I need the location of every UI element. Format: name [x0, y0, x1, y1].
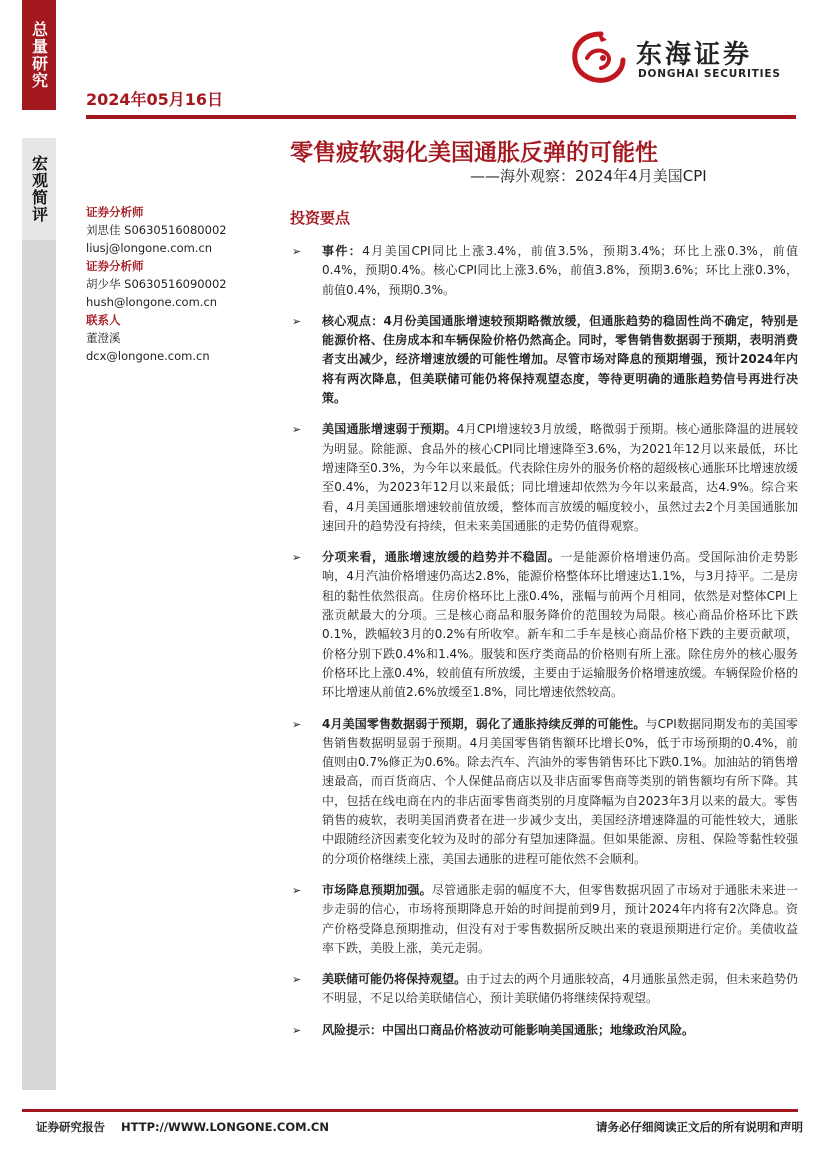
key-point — [290, 420, 798, 536]
point-text: 尽管通胀走弱的幅度不大，但零售数据巩固了市场对于通胀未来进一步走弱的信心，市场将预期降息开始的时间提前到9月，预计2024年内将有2次降息。资产价格受降息预期推动，但没有对于零售数据所反映出来的衰退预期进行定价。美债收益率下跌，美股上涨，美元走弱。 — [322, 882, 798, 955]
point-text: 4月CPI增速较3月放缓，略微弱于预期。核心通胀降温的进展较为明显。除能源、食品外的核心CPI同比增速降至3.6%，为2021年12月以来最低，环比增速降至0.3%，为今年以来最低。代表除住房外的服务价格的超级核心通胀环比增速放缓至0.4%，为2023年12月以来最低；同比增速却依然为今年以来最高，达4.9%。综合来看，4月美国通胀增速较前值放缓，整体而言放缓的幅度较小，虽然过去2个月美国通胀加速回升的趋势没有持续，但未来美国通胀的走势仍值得观察。 — [322, 422, 798, 533]
key-point — [290, 242, 798, 300]
donghai-logo-icon — [567, 28, 631, 88]
bullet-arrow-icon: ➢ — [292, 551, 302, 565]
point-lead: 美联储可能仍将保持观望。 — [322, 972, 467, 987]
analyst-list — [86, 203, 266, 365]
analyst-name: 刘思佳 S0630516080002 — [86, 223, 227, 237]
key-points — [290, 242, 798, 1040]
point-lead: 分项来看，通胀增速放缓的趋势并不稳固。 — [322, 550, 561, 565]
footer-website: 证券研究报告 HTTP://WWW.LONGONE.COM.CN — [36, 1120, 329, 1134]
report-subtitle: ——海外观察：2024年4月美国CPI — [470, 167, 707, 185]
point-text: 4月美国CPI同比上涨3.4%，前值3.5%，预期3.4%；环比上涨0.3%，前值0.4%，预期0.4%。核心CPI同比上涨3.6%，前值3.8%，预期3.6%；环比上涨0.3%，前值0.4%，预期0.3%。 — [322, 244, 798, 297]
key-point — [290, 881, 798, 958]
point-text: 一是能源价格增速仍高。受国际油价走势影响，4月汽油价格增速仍高达2.8%，能源价格整体环比增速达1.1%，与3月持平。二是房租的黏性依然很高。住房价格环比上涨0.4%，涨幅与前两个月相同，依然是对整体CPI上涨贡献最大的分项。三是核心商品和服务降价的范围较为局限。核心商品价格环比下跌0.1%，跌幅较3月的0.2%有所收窄。新车和二手车是核心商品价格下跌的主要贡献项，价格分别下跌0.4%和1.4%。服装和医疗类商品的价格则有所上涨。除住房外的核心服务价格环比上涨0.4%，较前值有所放缓，主要由于运输服务价格增速放缓。车辆保险价格的环比增速从前值2.6%放缓至1.8%，同比增速依然较高。 — [322, 550, 798, 700]
logo-english-name: DONGHAI SECURITIES — [638, 68, 781, 80]
header-divider — [86, 115, 796, 119]
contact-role: 联系人 — [86, 313, 121, 327]
report-date: 2024年05月16日 — [86, 90, 224, 109]
analyst-email: hush@longone.com.cn — [86, 295, 218, 309]
point-lead: 核心观点：4月份美国通胀增速较预期略微放缓，但通胀趋势的稳固性尚不确定，特别是能源价格、住房成本和车辆保险价格仍然高企。同时，零售销售数据弱于预期，表明消费者支出减少，经济增速放缓的可能性增加。尽管市场对降息的预期增强，预计2024年内将有两次降息，但美联储可能仍将保持观望态度，等待更明确的通胀趋势信号再进行决策。 — [322, 313, 798, 406]
section-title: 投资要点 — [290, 209, 351, 227]
bullet-arrow-icon: ➢ — [292, 423, 302, 437]
key-point — [290, 715, 798, 869]
key-point — [290, 548, 798, 702]
analyst-role: 证券分析师 — [86, 259, 144, 273]
logo-chinese-name: 东海证券 — [636, 40, 753, 70]
analyst-role: 证券分析师 — [86, 205, 144, 219]
sidebar-strip — [22, 240, 56, 1090]
footer-divider — [22, 1109, 798, 1112]
category-tab: 总量研究 — [22, 0, 56, 110]
contact-email: dcx@longone.com.cn — [86, 349, 210, 363]
point-lead: 风险提示：中国出口商品价格波动可能影响美国通胀；地缘政治风险。 — [322, 1022, 695, 1037]
key-point — [290, 970, 798, 1009]
key-point — [290, 1021, 798, 1040]
bullet-arrow-icon: ➢ — [292, 1023, 302, 1037]
analyst-email: liusj@longone.com.cn — [86, 241, 213, 255]
point-text: 与CPI数据同期发布的美国零售销售数据明显弱于预期。4月美国零售销售额环比增长0%，低于市场预期的0.4%，前值则由0.7%修正为0.6%。除去汽车、汽油外的零售销售环比下跌0.1%。加油站的销售增速最高，而百货商店、个人保健品商店以及非店面零售商等类别的销售额均有所下降。其中，包括在线电商在内的非店面零售商类别的月度降幅为自2023年3月以来的最大。零售销售的疲软，表明美国消费者在进一步减少支出，美国经济增速降温的可能性较大，通胀中跟随经济因素变化较为及时的部分有望加速降温。但如果能源、房租、保险等黏性较强的分项价格继续上涨，美国去通胀的进程可能依然不会顺利。 — [322, 716, 799, 866]
bullet-arrow-icon: ➢ — [292, 717, 302, 731]
point-text: 由于过去的两个月通胀较高，4月通胀虽然走弱，但未来趋势仍不明显，不足以给美联储信心，预计美联储仍将继续保持观望。 — [322, 972, 798, 1006]
point-lead: 美国通胀增速弱于预期。 — [322, 422, 457, 437]
bullet-arrow-icon: ➢ — [292, 314, 302, 328]
point-lead: 4月美国零售数据弱于预期，弱化了通胀持续反弹的可能性。 — [322, 716, 646, 731]
key-point — [290, 312, 798, 408]
contact-name: 董澄溪 — [86, 331, 121, 345]
bullet-arrow-icon: ➢ — [292, 883, 302, 897]
point-lead: 市场降息预期加强。 — [322, 882, 432, 897]
bullet-arrow-icon: ➢ — [292, 245, 302, 258]
point-lead: 事件： — [322, 244, 363, 258]
analyst-name: 胡少华 S0630516090002 — [86, 277, 227, 291]
subcategory-tab: 宏观简评 — [22, 138, 56, 240]
report-title: 零售疲软弱化美国通胀反弹的可能性 — [290, 140, 658, 166]
bullet-arrow-icon: ➢ — [292, 973, 302, 987]
footer-disclaimer: 请务必仔细阅读正文后的所有说明和声明 — [596, 1120, 803, 1134]
